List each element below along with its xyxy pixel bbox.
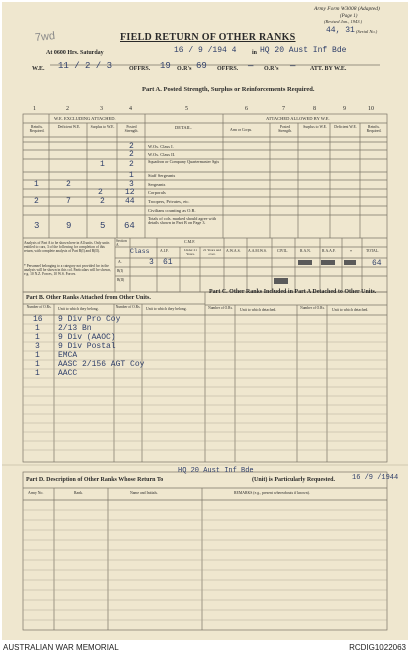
posted-strength-header: Posted Strength. — [124, 125, 139, 133]
attached-unit: 9 Div Postal — [58, 342, 116, 351]
we-ors-label: O.R's — [177, 66, 192, 72]
attached-count: 16 — [33, 315, 43, 324]
deficient-cell: 7 — [66, 197, 71, 206]
surplus-cell: 2 — [100, 197, 105, 206]
posted-strength-cell: 1 — [129, 171, 134, 180]
row-detail-totals: Totals of cols. marked should agree with details shown in Part B on Page 3. — [148, 216, 216, 226]
attached-surplus-header: Surplus to W.E. — [303, 125, 327, 129]
return-date: 16 / 9 /194 4 — [174, 46, 237, 55]
row-b1-label: B(I) — [117, 269, 123, 273]
part-b-title: Part B. Other Ranks Attached from Other Units. — [26, 295, 151, 301]
awas-label: A.W.A.S. — [226, 249, 241, 253]
part-c-title: Part C. Other Ranks Included in Part A Detached to Other Units. — [209, 289, 377, 295]
col-number-10: 10 — [368, 106, 374, 112]
attached-posted-header: Posted Strength. — [278, 125, 292, 133]
part-c-unit-header: Unit to which detached. — [240, 308, 277, 312]
section-a-label: Section A — [116, 239, 127, 247]
posted-strength-cell: 44 — [125, 197, 135, 206]
remarks-header: REMARKS (e.g., present whereabouts if known). — [234, 491, 310, 495]
part-b-number-header: Number of O.Rs. — [26, 305, 52, 309]
archive-footer — [0, 641, 410, 654]
we-offrs-label: OFFRS. — [129, 66, 151, 72]
form-reference: Army Form W3008 (Adapted) — [314, 6, 380, 12]
at-hours-label: At 0600 Hrs. Saturday — [46, 50, 104, 56]
surplus-cell: 1 — [100, 160, 105, 169]
we-value: 11 / 2 / 3 — [58, 61, 113, 71]
part-a-title: Part A. Posted Strength, Surplus or Reinforcements Required. — [142, 86, 315, 93]
deficient-cell: 2 — [66, 180, 71, 189]
attached-count: 1 — [35, 369, 40, 378]
row-a-label: A. — [118, 260, 122, 264]
row-detail: W.Os. Class II. — [148, 152, 176, 157]
posted-strength-cell: 2 — [129, 142, 134, 151]
col-number-7: 7 — [282, 106, 285, 112]
attached-reinforcements-header: Reinfts. Required. — [366, 125, 382, 133]
attached-count: 1 — [35, 324, 40, 333]
in-label: in — [252, 50, 258, 56]
deficient-header: Deficient W.E. — [57, 125, 81, 129]
part-d-unit-stamp: HQ 20 Aust Inf Bde — [178, 467, 254, 475]
offrs-attached-value: — — [248, 61, 254, 71]
attached-count: 1 — [35, 333, 40, 342]
col-number-3: 3 — [100, 106, 103, 112]
redaction-block — [274, 278, 288, 284]
reinforcements-total: 3 — [34, 221, 40, 231]
col-number-8: 8 — [313, 106, 316, 112]
attached-unit: 2/13 Bn — [58, 324, 92, 333]
reinforcements-required-header: Reinfts. Required. — [29, 125, 45, 133]
aif-value: 3 — [149, 258, 154, 267]
redaction-block — [321, 260, 335, 265]
posted-strength-total: 64 — [124, 221, 135, 231]
attached-count: 1 — [35, 360, 40, 369]
attached-unit: AASC 2/156 AGT Coy — [58, 360, 145, 369]
redaction-block — [298, 260, 312, 265]
redaction-block — [344, 260, 356, 265]
raaf-label: R.A.A.F. — [322, 249, 336, 253]
civil-label: CIVIL. — [277, 249, 289, 253]
serial-number-label: (Serial No.) — [356, 29, 378, 34]
unit-stamp: HQ 20 Aust Inf Bde — [260, 46, 347, 55]
aif-label: A.I.F. — [160, 249, 169, 253]
we-label: W.E. — [32, 66, 45, 72]
form-sheet — [2, 2, 408, 640]
cmf-label: C.M.F. — [184, 239, 196, 244]
ran-label: R.A.N. — [300, 249, 311, 253]
over-21-label: 21 Years and over. — [203, 248, 221, 256]
row-detail: Troopers, Privates, etc. — [148, 199, 190, 204]
arm-corps-header: Arm or Corps. — [230, 128, 253, 132]
form-title: FIELD RETURN OF OTHER RANKS — [120, 32, 296, 43]
army-number-header: Army No. — [28, 491, 44, 495]
under-21-value: 61 — [163, 258, 173, 267]
col-number-2: 2 — [66, 106, 69, 112]
reinforcements-cell: 1 — [34, 180, 39, 189]
surplus-total: 5 — [100, 221, 106, 231]
attached-unit: 9 Div (AAOC) — [58, 333, 116, 342]
surplus-header: Surplus to W.E. — [90, 125, 115, 129]
we-ors-value: 69 — [196, 61, 207, 71]
row-detail: Corporals — [148, 190, 166, 195]
part-c-number-header-2: Number of O.Rs. — [300, 306, 325, 310]
under-21-label: Under 21 Years. — [183, 248, 198, 256]
total-label: TOTAL. — [366, 249, 380, 253]
row-detail: Staff Sergeants — [148, 173, 176, 178]
attached-allowed-header: ATTACHED ALLOWED BY W.E. — [266, 116, 330, 121]
total-value: 64 — [372, 259, 382, 268]
detail-header: DETAIL. — [175, 125, 193, 130]
attached-count: 1 — [35, 351, 40, 360]
part-c-unit-header-2: Unit to which detached. — [332, 308, 369, 312]
attached-unit: EMCA — [58, 351, 78, 360]
analysis-footnote: * Personnel belonging to a category not provided for in the analysis will be shown in this col. Particulars will be shown, e.g. 10 N.Z. Forces, 10 W.S. Forces. — [24, 264, 111, 277]
attached-unit: AACC — [58, 369, 78, 378]
row-detail: W.Os. Class I. — [148, 144, 174, 149]
col-number-9: 9 — [343, 106, 346, 112]
row-detail: Sergeants — [148, 182, 166, 187]
col-number-5: 5 — [185, 106, 188, 112]
posted-strength-cell: 12 — [125, 188, 135, 197]
part-d-title-suffix: (Unit) is Particularly Requested. — [252, 477, 335, 483]
part-c-number-header: Number of O.Rs. — [208, 306, 233, 310]
analysis-note: Analysis of Part A to be shown here in All units. Only units entitled to cars, 3 of the following for completion of this return, with complete analysis of Part B(I) and B(II). — [24, 241, 110, 254]
attached-unit: 9 Div Pro Coy — [58, 315, 121, 324]
attached-deficient-header: Deficient W.E. — [334, 125, 357, 129]
row-detail: Civilians counting as O.R. — [148, 208, 196, 213]
posted-strength-cell: 2 — [129, 160, 134, 169]
part-b-number-header-2: Number of O.Rs. — [115, 305, 141, 309]
serial-number-value: 44, 31 — [326, 26, 355, 35]
class-label: Class — [130, 248, 150, 255]
ors-label: O.R's — [264, 66, 279, 72]
part-d-title: Part D. Description of Other Ranks Whose Return To — [26, 477, 164, 483]
col-number-1: 1 — [33, 106, 36, 112]
posted-strength-cell: 2 — [129, 150, 134, 159]
col-number-6: 6 — [245, 106, 248, 112]
aamws-label: A.A.M.W.S. — [248, 249, 267, 253]
reinforcements-cell: 2 — [34, 197, 39, 206]
col-number-4: 4 — [129, 106, 132, 112]
attached-by-we-label: ATT. BY W.E. — [310, 66, 347, 72]
deficient-total: 9 — [66, 221, 72, 231]
revised-date: (Revised Jan., 1943.) — [324, 19, 363, 24]
ors-attached-value: — — [290, 61, 296, 71]
part-b-unit-header-2: Unit to which they belong. — [146, 307, 187, 311]
row-b2-label: B(II) — [117, 278, 125, 282]
pencil-note: 7wd — [34, 29, 56, 45]
part-d-date: 16 /9 /1944 — [352, 474, 399, 482]
other-category-label: * — [350, 249, 352, 254]
part-b-unit-header: Unit to which they belong. — [58, 307, 99, 311]
surplus-cell: 2 — [98, 188, 103, 197]
archive-name: AUSTRALIAN WAR MEMORIAL — [3, 643, 119, 652]
posted-strength-cell: 3 — [129, 180, 134, 189]
name-initials-header: Name and Initials. — [130, 491, 158, 495]
offrs-label: OFFRS. — [217, 66, 239, 72]
attached-count: 3 — [35, 342, 40, 351]
archive-id: RCDIG1022063 — [349, 643, 406, 652]
rank-header: Rank. — [74, 491, 83, 495]
we-offrs-value: 19 — [160, 61, 171, 71]
row-detail: Squadron or Company Quartermaster Sgts — [148, 159, 220, 164]
we-excluding-header: W.E. EXCLUDING ATTACHED. — [54, 116, 116, 121]
page-reference: (Page 1) — [340, 14, 358, 19]
